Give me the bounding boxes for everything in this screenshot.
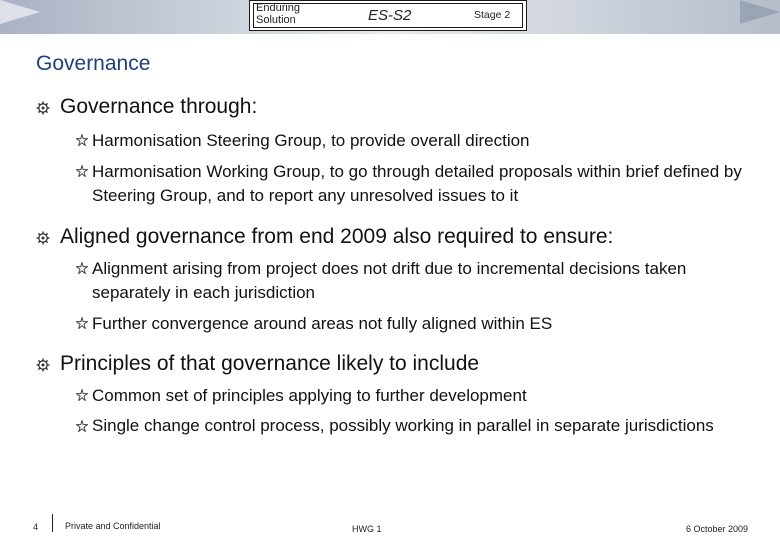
list-item: Single change control process, possibly working in parallel in separate jurisdictions: [92, 416, 714, 435]
page-title: Governance: [36, 52, 151, 75]
star-bullet-icon: [76, 134, 88, 146]
header-left-label: [256, 2, 300, 26]
footer-date: 6 October 2009: [686, 524, 749, 534]
page-number: 4: [33, 522, 39, 532]
header-right-label: Stage 2: [474, 9, 511, 21]
section-heading: Governance through:: [60, 95, 258, 118]
list-item: Harmonisation Steering Group, to provide overall direction: [92, 131, 530, 150]
section-heading: Principles of that governance likely to include: [60, 352, 480, 375]
footer-divider: [52, 514, 53, 532]
header-left-line1: Enduring: [256, 2, 301, 14]
document-reference: HWG 1: [352, 524, 382, 534]
star-bullet-icon: [76, 420, 88, 432]
confidential-label: Private and Confidential: [65, 521, 161, 531]
list-item: Alignment arising from project does not drift due to incremental decisions taken separately in each jurisdiction: [92, 259, 687, 302]
list-item: Common set of principles applying to further development: [92, 386, 527, 405]
star-bullet-icon: [76, 389, 88, 401]
star-bullet-icon: [76, 317, 88, 329]
header-box: [249, 0, 527, 31]
header-center-label: ES-S2: [368, 7, 412, 24]
list-item: Harmonisation Working Group, to go through detailed proposals within brief defined by Steering Group, and to report any unresolved issues to it: [92, 162, 742, 205]
gear-bullet-icon: [36, 231, 50, 245]
gear-bullet-icon: [36, 358, 50, 372]
header-left-line2: Solution: [256, 14, 296, 26]
list-item: Further convergence around areas not fully aligned within ES: [92, 314, 553, 333]
star-bullet-icon: [76, 262, 88, 274]
star-bullet-icon: [76, 165, 88, 177]
gear-bullet-icon: [36, 101, 50, 115]
section-heading: Aligned governance from end 2009 also required to ensure:: [60, 225, 614, 248]
